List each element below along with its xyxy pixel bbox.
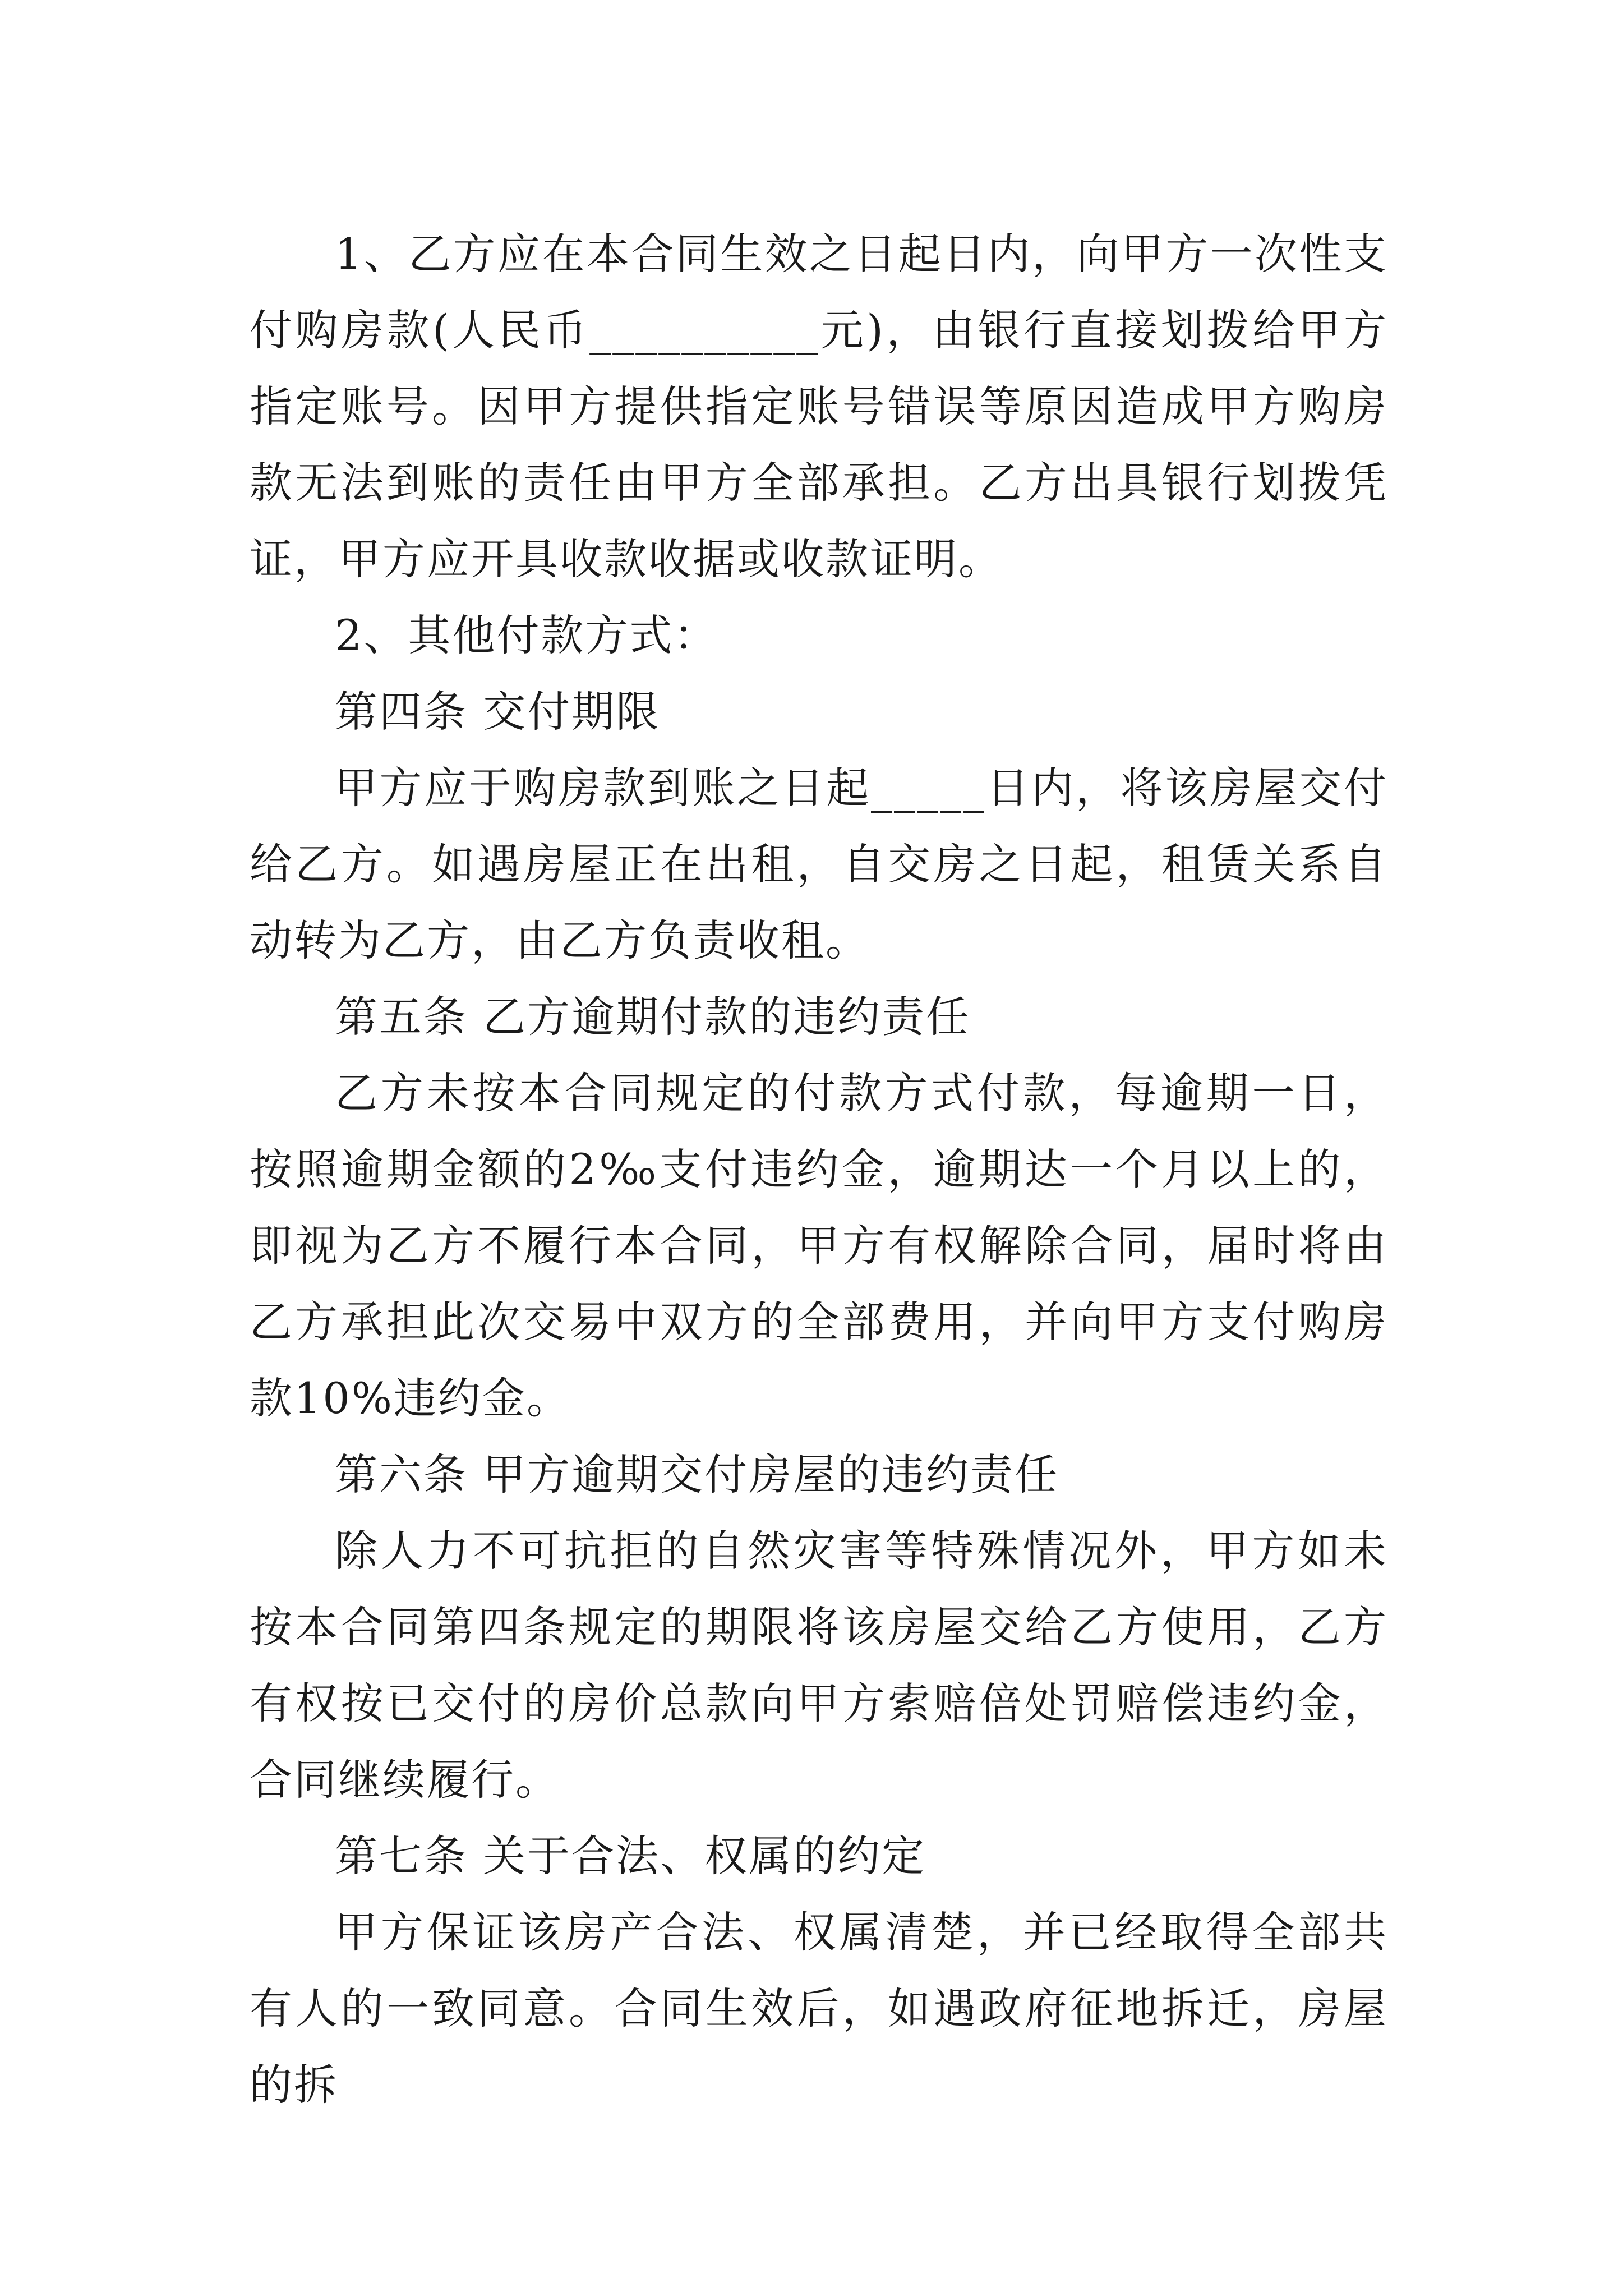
article-4-heading: 第四条 交付期限: [335, 687, 661, 737]
article-7-paragraph: 甲方保证该房产合法、权属清楚，并已经取得全部共有人的一致同意。合同生效后，如遇政府征地拆迁，房屋的拆: [250, 1907, 1388, 2110]
article-5-heading: 第五条 乙方逾期付款的违约责任: [335, 992, 971, 1042]
document-body: [250, 216, 1388, 2123]
article-5-paragraph: 乙方未按本合同规定的付款方式付款，每逾期一日，按照逾期金额的2‰支付违约金，逾期达一个月以上的，即视为乙方不履行本合同，甲方有权解除合同，届时将由乙方承担此次交易中双方的全部费用，并向甲方支付购房款10%违约金。: [250, 1068, 1388, 1423]
article-6-heading: 第六条 甲方逾期交付房屋的违约责任: [335, 1450, 1059, 1499]
clause-paragraph-payment-1: 1、乙方应在本合同生效之日起日内，向甲方一次性支付购房款(人民币__________元)，由银行直接划拨给甲方指定账号。因甲方提供指定账号错误等原因造成甲方购房款无法到账的责任由甲方全部承担。乙方出具银行划拨凭证，甲方应开具收款收据或收款证明。: [250, 229, 1388, 584]
article-6-paragraph: 除人力不可抗拒的自然灾害等特殊情况外，甲方如未按本合同第四条规定的期限将该房屋交给乙方使用，乙方有权按已交付的房价总款向甲方索赔倍处罚赔偿违约金，合同继续履行。: [250, 1526, 1388, 1805]
article-7-heading: 第七条 关于合法、权属的约定: [335, 1831, 926, 1881]
clause-paragraph-payment-2: 2、其他付款方式：: [335, 610, 718, 660]
article-4-paragraph: 甲方应于购房款到账之日起_____日内，将该房屋交付给乙方。如遇房屋正在出租，自交房之日起，租赁关系自动转为乙方，由乙方负责收租。: [250, 763, 1388, 965]
